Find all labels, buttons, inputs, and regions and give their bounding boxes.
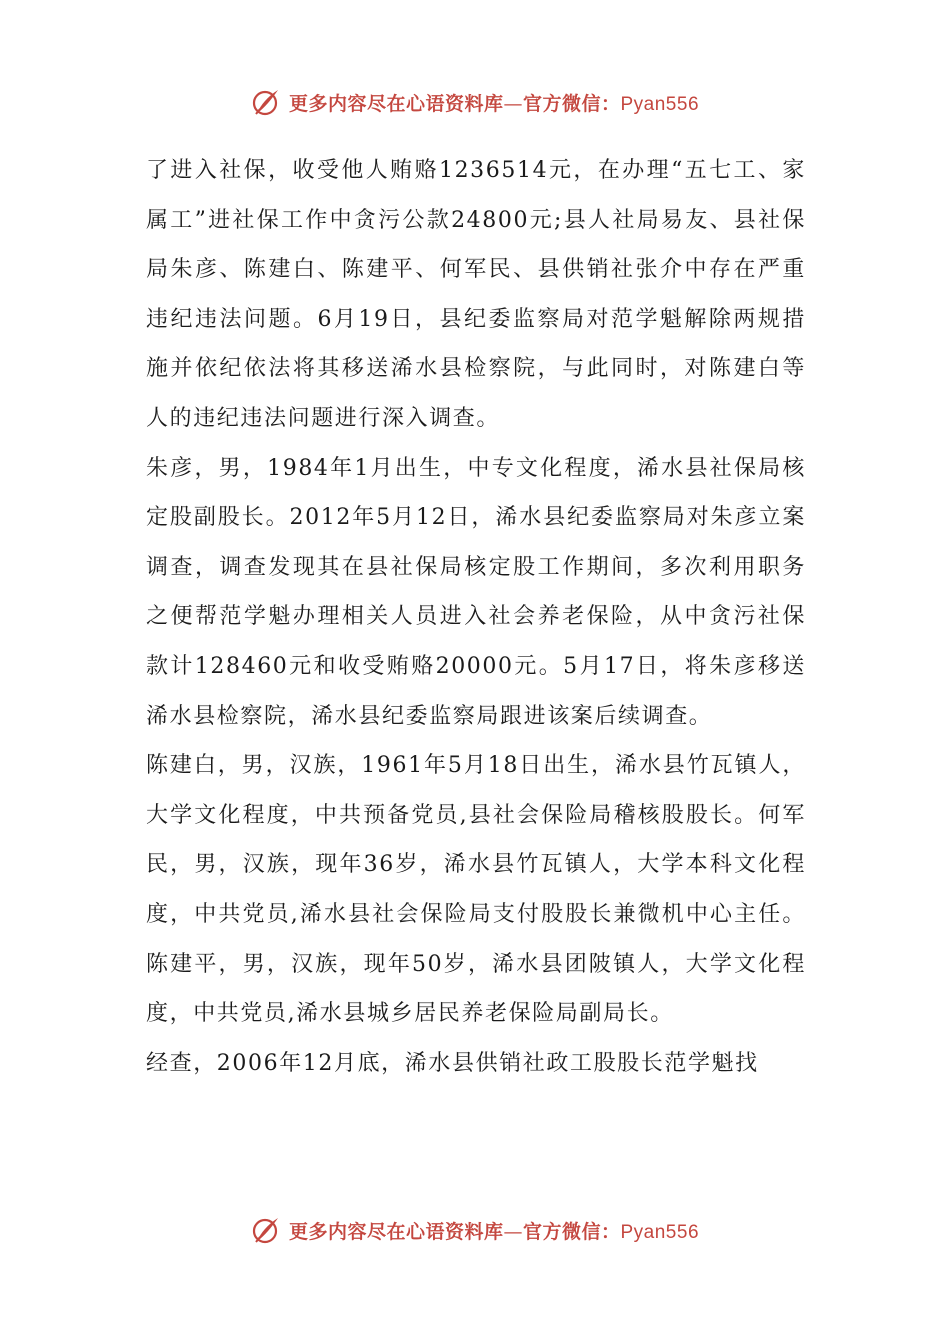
paragraph: 经查，2006年12月底，浠水县供销社政工股股长范学魁找 (146, 1050, 759, 1076)
paragraph: 了进入社保，收受他人贿赂1236514元，在办理“五七工、家属工”进社保工作中贪污公款24800元;县人社局易友、县社保局朱彦、陈建白、陈建平、何军民、县供销社张介中存在严重违纪违法问题。6月19日，县纪委监察局对范学魁解除两规措施并依纪依法将其移送浠水县检察院，与此同时，对陈建白等人的违纪违法问题进行深入调查。 (146, 158, 806, 431)
header-watermark (0, 84, 950, 120)
footer-watermark (0, 1212, 950, 1248)
paragraph: 陈建白，男，汉族，1961年5月18日出生，浠水县竹瓦镇人，大学文化程度，中共预备党员,县社会保险局稽核股股长。何军民，男，汉族，现年36岁，浠水县竹瓦镇人，大学本科文化程度，中共党员,浠水县社会保险局支付股股长兼微机中心主任。陈建平，男，汉族，现年50岁，浠水县团陂镇人，大学文化程度，中共党员,浠水县城乡居民养老保险局副局长。 (146, 753, 806, 1027)
quill-pen-logo-icon (251, 87, 281, 117)
quill-pen-logo-icon (251, 1215, 281, 1245)
watermark-text: 更多内容尽在心语资料库—官方微信：Pyan556 (288, 1220, 700, 1243)
paragraph: 朱彦，男，1984年1月出生，中专文化程度，浠水县社保局核定股副股长。2012年5月12日，浠水县纪委监察局对朱彦立案调查，调查发现其在县社保局核定股工作期间，多次利用职务之便帮范学魁办理相关人员进入社会养老保险，从中贪污社保款计128460元和收受贿赂20000元。5月17日，将朱彦移送浠水县检察院，浠水县纪委监察局跟进该案后续调查。 (146, 455, 806, 729)
document-body (146, 146, 806, 1088)
watermark-text: 更多内容尽在心语资料库—官方微信：Pyan556 (288, 92, 700, 115)
